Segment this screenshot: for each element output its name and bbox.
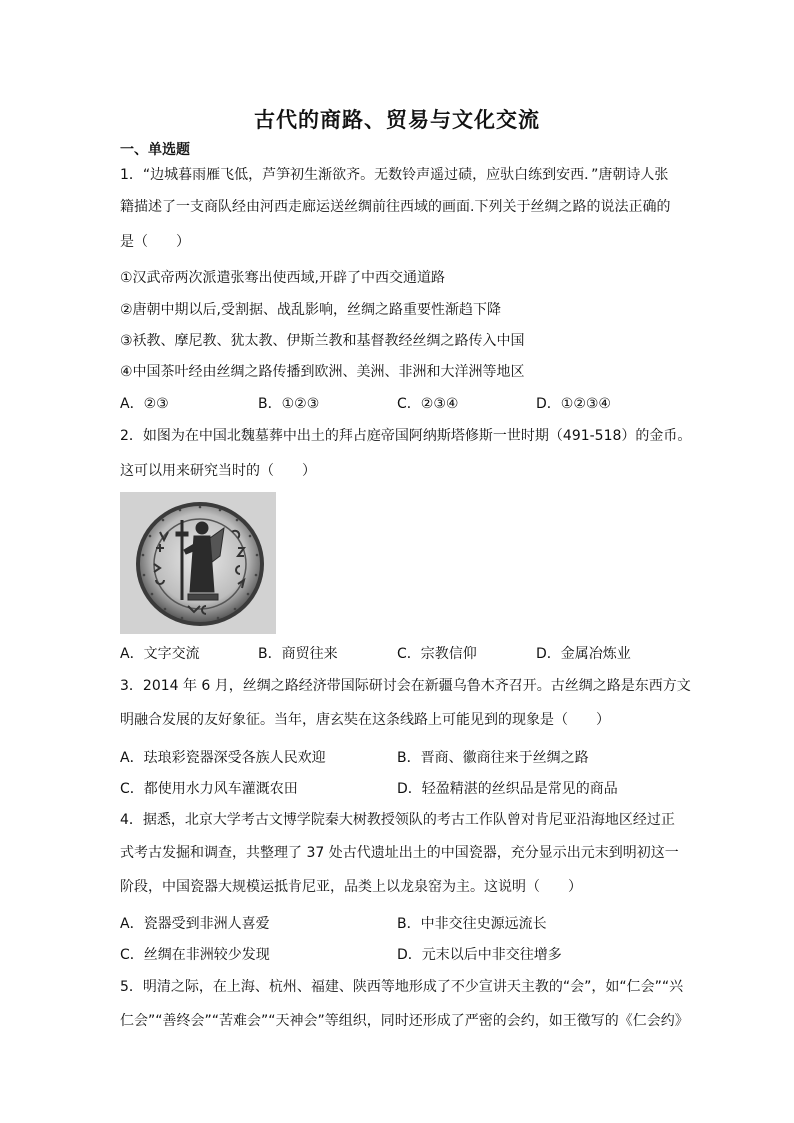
q4-option-c[interactable]: C．丝绸在非洲较少发现 [120, 947, 270, 963]
q5-line-2: 仁会”“善终会”“苦难会”“天神会”等组织，同时还形成了严密的会约，如王徵写的《仁会约》 [120, 1013, 689, 1029]
q4-line-3: 阶段，中国瓷器大规模运抵肯尼亚，品类上以龙泉窑为主。这说明（ ） [120, 879, 582, 895]
q3-option-c[interactable]: C．都使用水力风车灌溉农田 [120, 781, 298, 797]
q1-item-3: ③袄教、摩尼教、犹太教、伊斯兰教和基督教经丝绸之路传入中国 [120, 333, 525, 349]
section-heading: 一、单选题 [120, 142, 190, 158]
q5-line-1: 5．明清之际，在上海、杭州、福建、陕西等地形成了不少宣讲天主教的“会”，如“仁会”“兴 [120, 979, 684, 995]
q1-line-1: 1．“边城暮雨雁飞低，芦笋初生渐欲齐。无数铃声遥过碛，应驮白练到安西．”唐朝诗人张 [120, 167, 669, 183]
q1-item-2: ②唐朝中期以后,受割据、战乱影响，丝绸之路重要性渐趋下降 [120, 302, 501, 318]
q1-item-1: ①汉武帝两次派遣张骞出使西域,开辟了中西交通道路 [120, 270, 445, 286]
page-title: 古代的商路、贸易与文化交流 [254, 107, 540, 132]
q3-line-1: 3．2014 年 6 月，丝绸之路经济带国际研讨会在新疆乌鲁木齐召开。古丝绸之路是东西方文 [120, 678, 691, 694]
q1-option-b[interactable]: B．①②③ [258, 396, 320, 412]
coin-illustration [120, 492, 276, 634]
q2-option-b[interactable]: B．商贸往来 [258, 646, 338, 662]
q4-option-b[interactable]: B．中非交往史源远流长 [397, 916, 547, 932]
q2-line-1: 2．如图为在中国北魏墓葬中出土的拜占庭帝国阿纳斯塔修斯一世时期（491-518）的金币。 [120, 428, 692, 444]
q4-line-1: 4．据悉，北京大学考古文博学院秦大树教授领队的考古工作队曾对肯尼亚沿海地区经过正 [120, 812, 675, 828]
q2-option-d[interactable]: D．金属冶炼业 [536, 646, 631, 662]
q3-option-d[interactable]: D．轻盈精湛的丝织品是常见的商品 [397, 781, 618, 797]
q1-line-2: 籍描述了一支商队经由河西走廊运送丝绸前往西域的画面.下列关于丝绸之路的说法正确的 [120, 199, 671, 215]
q2-option-c[interactable]: C．宗教信仰 [397, 646, 477, 662]
q1-option-c[interactable]: C．②③④ [397, 396, 459, 412]
q1-option-a[interactable]: A．②③ [120, 396, 169, 412]
q1-line-3: 是（ ） [120, 234, 190, 250]
q2-line-2: 这可以用来研究当时的（ ） [120, 463, 316, 479]
q4-line-2: 式考古发掘和调查，共整理了 37 处古代遗址出土的中国瓷器，充分显示出元末到明初这一 [120, 845, 679, 861]
q3-option-a[interactable]: A．珐琅彩瓷器深受各族人民欢迎 [120, 750, 326, 766]
q3-line-2: 明融合发展的友好象征。当年，唐玄奘在这条线路上可能见到的现象是（ ） [120, 712, 610, 728]
q4-option-a[interactable]: A．瓷器受到非洲人喜爱 [120, 916, 270, 932]
byzantine-coin-image [120, 492, 276, 634]
q1-option-d[interactable]: D．①②③④ [536, 396, 611, 412]
q2-option-a[interactable]: A．文字交流 [120, 646, 200, 662]
q4-option-d[interactable]: D．元末以后中非交往增多 [397, 947, 562, 963]
q3-option-b[interactable]: B．晋商、徽商往来于丝绸之路 [397, 750, 589, 766]
q1-item-4: ④中国茶叶经由丝绸之路传播到欧洲、美洲、非洲和大洋洲等地区 [120, 364, 525, 380]
